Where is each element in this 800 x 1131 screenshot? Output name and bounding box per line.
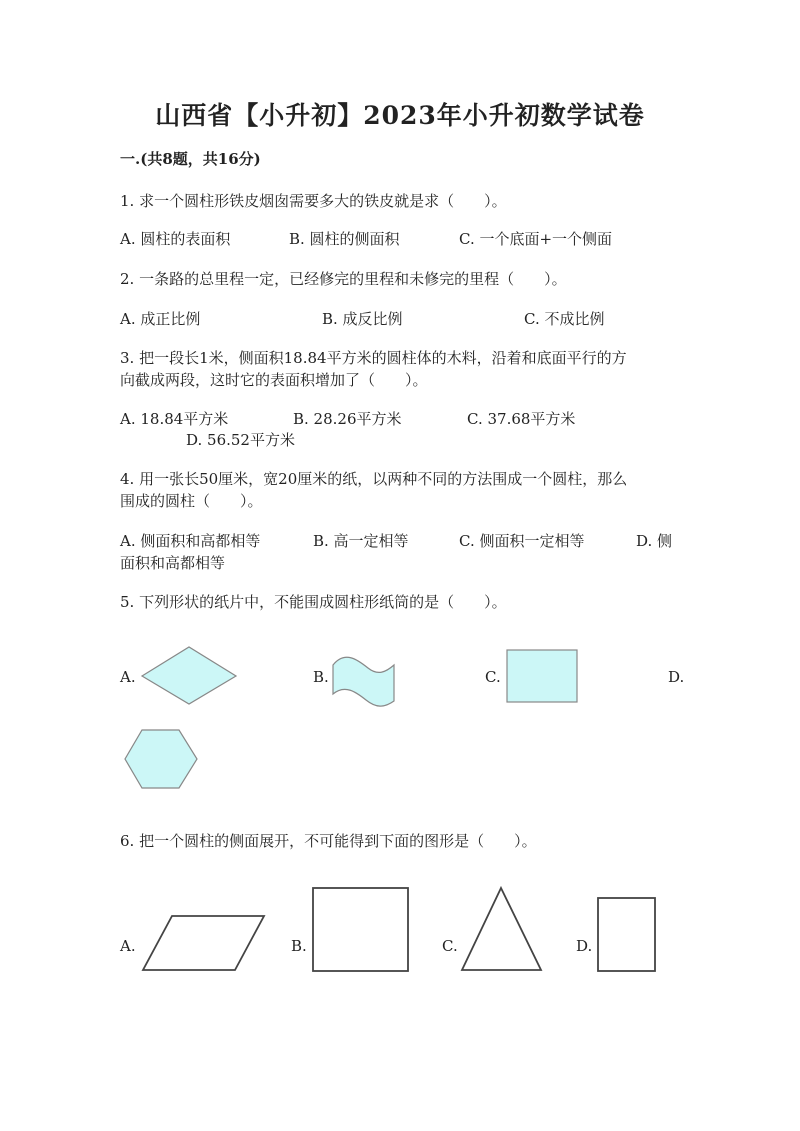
q4-option-b: B. 高一定相等 — [313, 532, 409, 550]
q4-option-d: D. 侧 — [636, 532, 673, 550]
q1-option-a: A. 圆柱的表面积 — [120, 230, 231, 248]
q5-label-c: C. — [485, 668, 501, 686]
q3-option-a: A. 18.84平方米 — [120, 410, 229, 428]
question-3-line-2: 向截成两段，这时它的表面积增加了（ ）。 — [120, 371, 428, 389]
question-1: 1. 求一个圆柱形铁皮烟囱需要多大的铁皮就是求（ ）。 — [120, 192, 507, 210]
question-5: 5. 下列形状的纸片中，不能围成圆柱形纸筒的是（ ）。 — [120, 593, 507, 611]
q1-option-c: C. 一个底面+一个侧面 — [459, 230, 613, 248]
q4-option-c: C. 侧面积一定相等 — [459, 532, 585, 550]
question-3-line-1: 3. 把一段长1米，侧面积18.84平方米的圆柱体的木料，沿着和底面平行的方 — [120, 349, 627, 367]
question-2: 2. 一条路的总里程一定，已经修完的里程和未修完的里程（ ）。 — [120, 270, 567, 288]
q4-option-a: A. 侧面积和高都相等 — [120, 532, 261, 550]
q3-option-c: C. 37.68平方米 — [467, 410, 576, 428]
q5-label-d: D. — [668, 668, 685, 686]
section-heading: 一.(共8题，共16分) — [120, 150, 261, 168]
q6-label-c: C. — [442, 937, 458, 955]
q5-label-a: A. — [120, 668, 136, 686]
square-outline-shape — [313, 888, 408, 971]
q3-option-d: D. 56.52平方米 — [186, 431, 295, 449]
question-6: 6. 把一个圆柱的侧面展开，不可能得到下面的图形是（ ）。 — [120, 832, 537, 850]
q5-label-b: B. — [313, 668, 329, 686]
q3-option-b: B. 28.26平方米 — [293, 410, 402, 428]
question-4-line-1: 4. 用一张长50厘米，宽20厘米的纸，以两种不同的方法围成一个圆柱，那么 — [120, 470, 628, 488]
parallelogram-shape — [143, 916, 264, 970]
q2-option-a: A. 成正比例 — [120, 310, 201, 328]
q4-option-d-continued: 面积和高都相等 — [120, 554, 226, 572]
question-4-line-2: 围成的圆柱（ ）。 — [120, 492, 263, 510]
triangle-shape — [462, 888, 541, 970]
q6-label-d: D. — [576, 937, 593, 955]
page-title: 山西省【小升初】2023年小升初数学试卷 — [155, 101, 645, 130]
rectangle-outline-shape — [598, 898, 655, 971]
q6-label-b: B. — [291, 937, 307, 955]
q1-option-b: B. 圆柱的侧面积 — [289, 230, 400, 248]
q2-option-c: C. 不成比例 — [524, 310, 605, 328]
q6-label-a: A. — [120, 937, 136, 955]
q2-option-b: B. 成反比例 — [322, 310, 403, 328]
